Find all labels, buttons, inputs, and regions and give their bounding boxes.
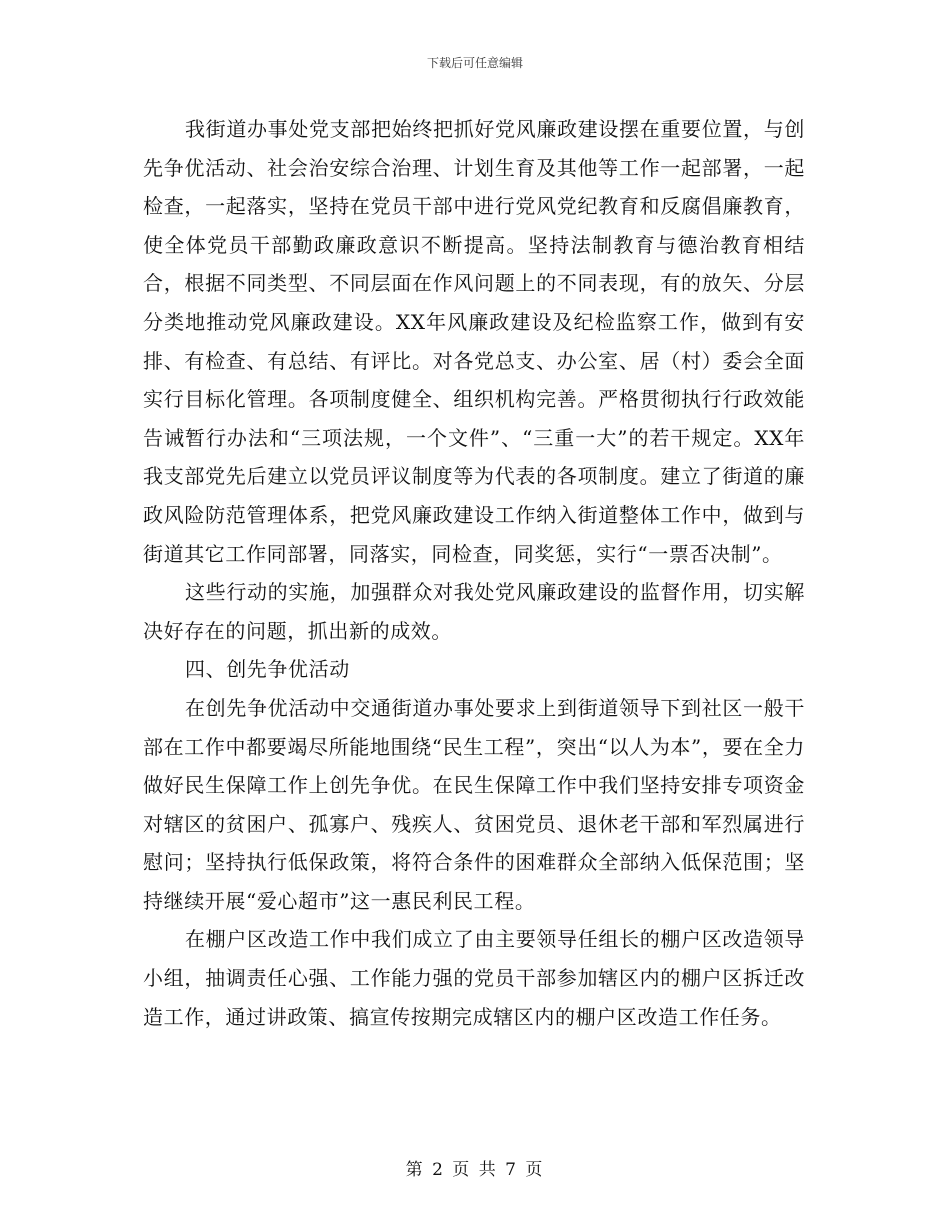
header-note: 下载后可任意编辑 [426,56,523,70]
paragraph-livelihood: 在创先争优活动中交通街道办事处要求上到街道领导下到社区一般干部在工作中都要竭尽所能地围绕“民生工程”，突出“以人为本”，要在全力做好民生保障工作上创先争优。在民生保障工作中我们坚持安排专项资金对辖区的贫困户、孤寡户、残疾人、贫困党员、退休老干部和军烈属进行慰问；坚持执行低保政策，将符合条件的困难群众全部纳入低保范围；坚持继续开展“爱心超市”这一惠民利民工程。 [143,695,805,913]
paragraph-party-conduct: 我街道办事处党支部把始终把抓好党风廉政建设摆在重要位置，与创先争优活动、社会治安综合治理、计划生育及其他等工作一起部署，一起检查，一起落实，坚持在党员干部中进行党风党纪教育和反腐倡廉教育，使全体党员干部勤政廉政意识不断提高。坚持法制教育与德治教育相结合，根据不同类型、不同层面在作风问题上的不同表现，有的放矢、分层分类地推动党风廉政建设。XX年风廉政建设及纪检监察工作，做到有安排、有检查、有总结、有评比。对各党总支、办公室、居（村）委会全面实行目标化管理。各项制度健全、组织机构完善。严格贯彻执行行政效能告诫暂行办法和“三项法规，一个文件”、“三重一大”的若干规定。XX年我支部党先后建立以党员评议制度等为代表的各项制度。建立了街道的廉政风险防范管理体系，把党风廉政建设工作纳入街道整体工作中，做到与街道其它工作同部署，同落实，同检查，同奖惩，实行“一票否决制”。 [143,117,805,566]
page-number-footer: 第 2 页 共 7 页 [405,1160,545,1180]
document-body [143,110,805,1036]
section-heading: 四、创先争优活动 [185,657,350,682]
paragraph-shantytown: 在棚户区改造工作中我们成立了由主要领导任组长的棚户区改造领导小组，抽调责任心强、工作能力强的党员干部参加辖区内的棚户区拆迁改造工作，通过讲政策、搞宣传按期完成辖区内的棚户区改造工作任务。 [143,927,805,1029]
paragraph-supervision: 这些行动的实施，加强群众对我处党风廉政建设的监督作用，切实解决好存在的问题，抓出新的成效。 [143,580,805,643]
